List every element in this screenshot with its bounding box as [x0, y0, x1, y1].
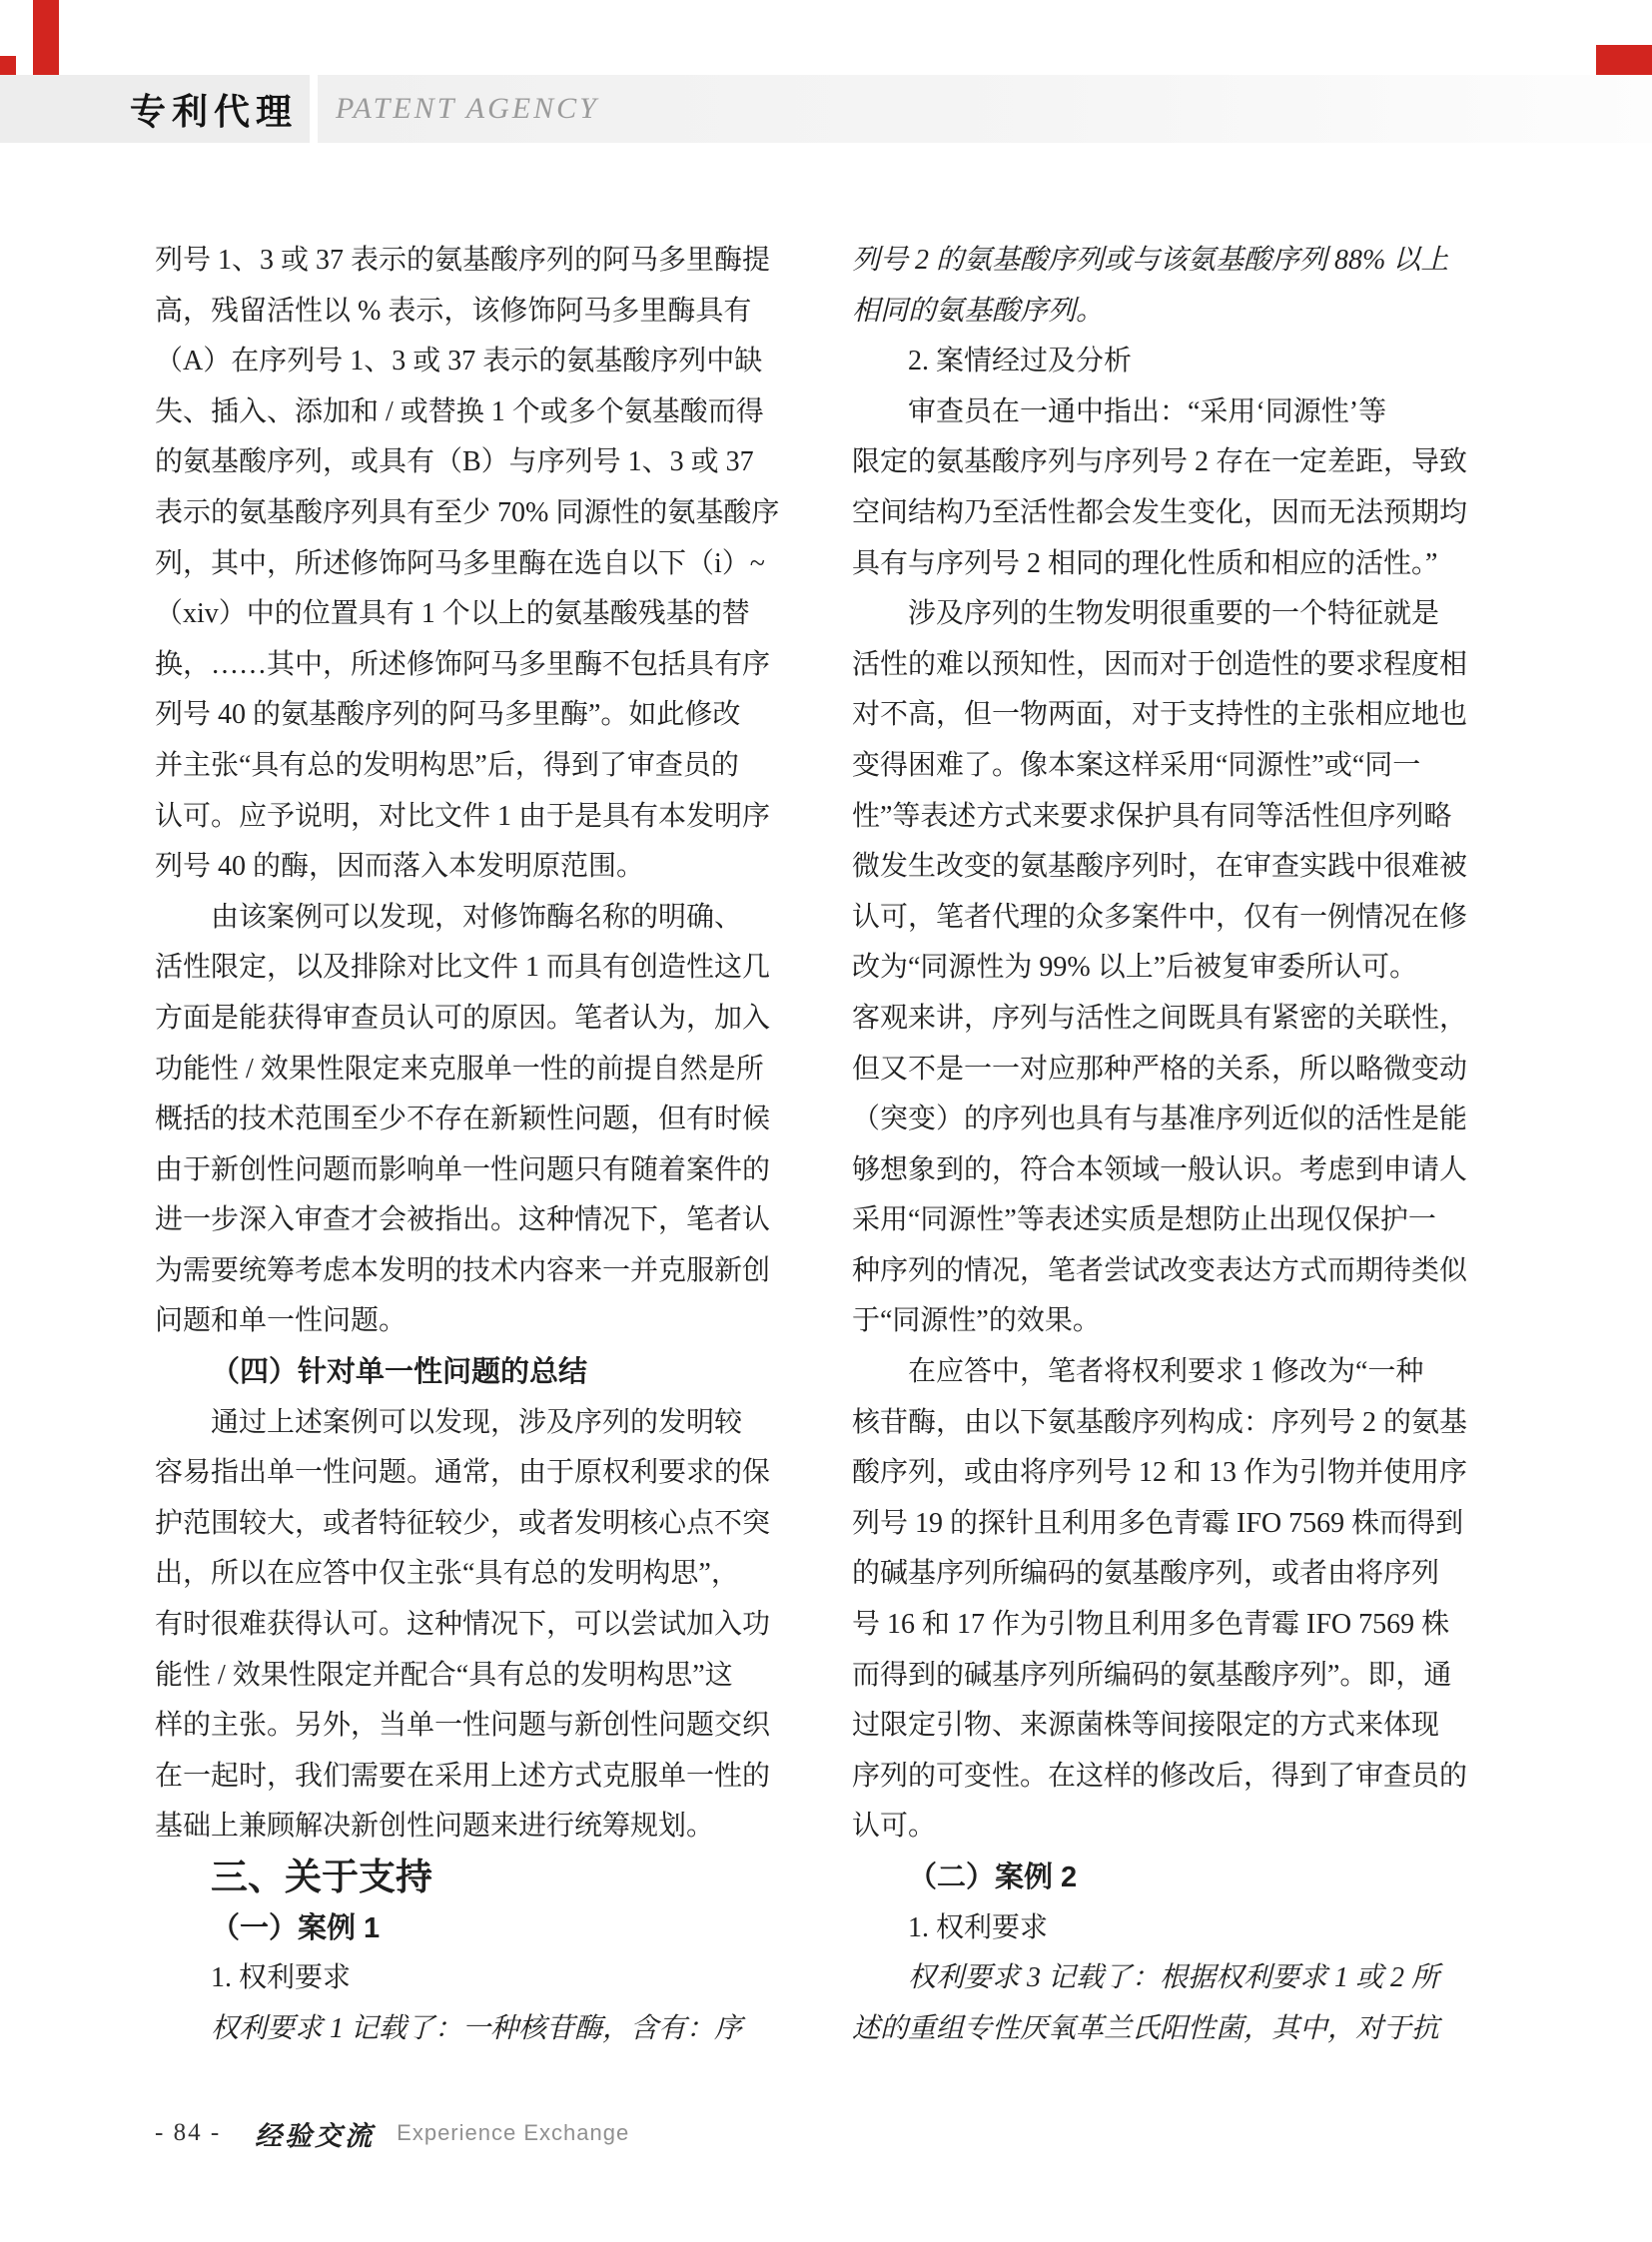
text-line: 列号 40 的酶，因而落入本发明原范围。 — [155, 851, 645, 883]
text-line: 高，残留活性以 % 表示，该修饰阿马多里酶具有 — [155, 295, 752, 327]
text-line: 限定的氨基酸序列与序列号 2 存在一定差距，导致 — [852, 446, 1468, 478]
header-title-box — [0, 75, 310, 143]
text-line: 换，……其中，所述修饰阿马多里酶不包括具有序 — [155, 648, 771, 680]
text-line: 活性限定，以及排除对比文件 1 而具有创造性这几 — [155, 952, 771, 984]
text-line: （一）案例 1 — [211, 1911, 381, 1944]
text-line: 客观来讲，序列与活性之间既具有紧密的关联性， — [852, 1002, 1468, 1034]
text-line: （xiv）中的位置具有 1 个以上的氨基酸残基的替 — [155, 598, 750, 630]
text-line: 列，其中，所述修饰阿马多里酶在选自以下（i）~ — [155, 547, 765, 579]
text-line: 方面是能获得审查员认可的原因。笔者认为，加入 — [155, 1002, 771, 1034]
text-line: 为需要统筹考虑本发明的技术内容来一并克服新创 — [155, 1254, 771, 1286]
text-line: 护范围较大，或者特征较少，或者发明核心点不突 — [155, 1507, 771, 1539]
footer — [155, 2115, 629, 2151]
footer-section-en: Experience Exchange — [397, 2120, 630, 2145]
text-line: 基础上兼顾解决新创性问题来进行统筹规划。 — [155, 1811, 715, 1843]
text-line: 由于新创性问题而影响单一性问题只有随着案件的 — [155, 1153, 771, 1185]
text-line: 列号 1、3 或 37 表示的氨基酸序列的阿马多里酶提 — [155, 245, 771, 276]
text-line: 活性的难以预知性，因而对于创造性的要求程度相 — [852, 648, 1468, 680]
text-line: 认可。应予说明，对比文件 1 由于是具有本发明序 — [155, 800, 771, 832]
text-line: 列号 40 的氨基酸序列的阿马多里酶”。如此修改 — [155, 699, 741, 731]
text-line: 1. 权利要求 — [908, 1911, 1049, 1943]
text-line: 微发生改变的氨基酸序列时，在审查实践中很难被 — [852, 851, 1468, 883]
text-line: 三、关于支持 — [211, 1857, 432, 1897]
text-line: 认可。 — [852, 1811, 937, 1843]
text-line: 相同的氨基酸序列。 — [852, 295, 1105, 327]
text-line: 审查员在一通中指出：“采用‘同源性’等 — [908, 395, 1387, 427]
text-line: 能性 / 效果性限定并配合“具有总的发明构思”这 — [155, 1659, 733, 1691]
text-line: 有时很难获得认可。这种情况下，可以尝试加入功 — [155, 1609, 771, 1641]
text-line: 空间结构乃至活性都会发生变化，因而无法预期均 — [852, 496, 1468, 528]
page-subtitle: PATENT AGENCY — [336, 92, 599, 125]
text-line: 权利要求 3 记载了：根据权利要求 1 或 2 所 — [908, 1962, 1440, 1994]
text-line: 列号 19 的探针且利用多色青霉 IFO 7569 株而得到 — [852, 1507, 1464, 1539]
text-line: （突变）的序列也具有与基准序列近似的活性是能 — [852, 1104, 1468, 1135]
text-line: 于“同源性”的效果。 — [852, 1305, 1101, 1337]
text-line: 样的主张。另外，当单一性问题与新创性问题交织 — [155, 1710, 771, 1742]
text-line: 述的重组专性厌氧革兰氏阳性菌，其中，对于抗 — [852, 2012, 1440, 2044]
text-line: 概括的技术范围至少不存在新颖性问题，但有时候 — [155, 1104, 771, 1135]
right-column — [852, 236, 1501, 2054]
text-line: 进一步深入审查才会被指出。这种情况下，笔者认 — [155, 1204, 771, 1236]
text-line: 号 16 和 17 作为引物且利用多色青霉 IFO 7569 株 — [852, 1609, 1450, 1641]
text-line: 核苷酶，由以下氨基酸序列构成：序列号 2 的氨基 — [852, 1406, 1468, 1438]
left-column — [155, 236, 804, 2054]
text-line: 问题和单一性问题。 — [155, 1305, 408, 1337]
text-line: 涉及序列的生物发明很重要的一个特征就是 — [908, 598, 1440, 630]
text-line: 性”等表述方式来要求保护具有同等活性但序列略 — [852, 800, 1452, 832]
text-line: 的氨基酸序列，或具有（B）与序列号 1、3 或 37 — [155, 446, 754, 478]
page-title: 专利代理 — [129, 90, 298, 132]
text-line: 认可，笔者代理的众多案件中，仅有一例情况在修 — [852, 901, 1468, 933]
text-line: 列号 2 的氨基酸序列或与该氨基酸序列 88% 以上 — [852, 245, 1449, 276]
header-subtitle-box — [318, 75, 1652, 143]
text-line: 过限定引物、来源菌株等间接限定的方式来体现 — [852, 1710, 1440, 1742]
text-line: 通过上述案例可以发现，涉及序列的发明较 — [211, 1406, 743, 1438]
text-line: 采用“同源性”等表述实质是想防止出现仅保护一 — [852, 1204, 1436, 1236]
text-line: 具有与序列号 2 相同的理化性质和相应的活性。” — [852, 547, 1438, 579]
text-line: 而得到的碱基序列所编码的氨基酸序列”。即，通 — [852, 1659, 1452, 1691]
text-line: 酸序列，或由将序列号 12 和 13 作为引物并使用序 — [852, 1457, 1468, 1489]
text-line: 1. 权利要求 — [211, 1962, 352, 1994]
text-line: 表示的氨基酸序列具有至少 70% 同源性的氨基酸序 — [155, 496, 780, 528]
text-line: 但又不是一一对应那种严格的关系，所以略微变动 — [852, 1053, 1468, 1085]
text-line: 的碱基序列所编码的氨基酸序列，或者由将序列 — [852, 1558, 1440, 1590]
text-line: 功能性 / 效果性限定来克服单一性的前提自然是所 — [155, 1053, 764, 1085]
page-number: - 84 - — [155, 2119, 222, 2146]
text-line: 变得困难了。像本案这样采用“同源性”或“同一 — [852, 749, 1421, 781]
text-line: （二）案例 2 — [908, 1862, 1078, 1893]
text-line: （A）在序列号 1、3 或 37 表示的氨基酸序列中缺 — [155, 346, 763, 377]
text-line: 改为“同源性为 99% 以上”后被复审委所认可。 — [852, 952, 1418, 984]
text-line: 出，所以在应答中仅主张“具有总的发明构思”， — [155, 1558, 739, 1590]
footer-section-cn: 经验交流 — [255, 2120, 376, 2151]
text-line: 权利要求 1 记载了：一种核苷酶，含有：序 — [211, 2012, 743, 2044]
text-line: 序列的可变性。在这样的修改后，得到了审查员的 — [852, 1760, 1468, 1792]
text-line: 对不高，但一物两面，对于支持性的主张相应地也 — [852, 699, 1468, 731]
text-line: （四）针对单一性问题的总结 — [211, 1356, 588, 1389]
text-line: 够想象到的，符合本领域一般认识。考虑到申请人 — [852, 1153, 1468, 1185]
text-line: 在一起时，我们需要在采用上述方式克服单一性的 — [155, 1760, 771, 1792]
text-line: 2. 案情经过及分析 — [908, 346, 1133, 377]
text-line: 种序列的情况，笔者尝试改变表达方式而期待类似 — [852, 1254, 1468, 1286]
text-line: 由该案例可以发现，对修饰酶名称的明确、 — [211, 901, 743, 933]
text-line: 失、插入、添加和 / 或替换 1 个或多个氨基酸而得 — [155, 395, 764, 427]
text-line: 在应答中，笔者将权利要求 1 修改为“一种 — [908, 1356, 1424, 1388]
text-line: 容易指出单一性问题。通常，由于原权利要求的保 — [155, 1457, 771, 1489]
text-line: 并主张“具有总的发明构思”后，得到了审查员的 — [155, 749, 739, 781]
